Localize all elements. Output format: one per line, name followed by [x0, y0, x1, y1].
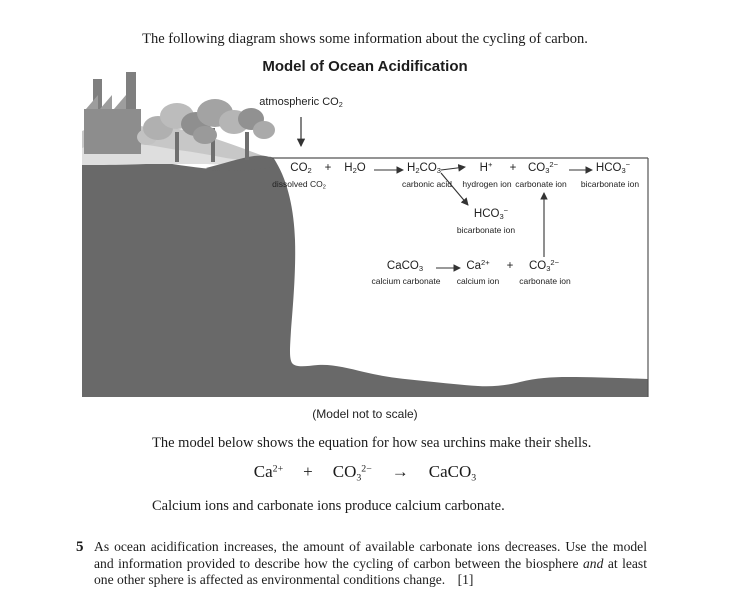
model-description: The model below shows the equation for how sea urchins make their shells. — [152, 435, 592, 451]
question-text-part2: at least one other sphere is affected as environmental conditions change. — [94, 555, 647, 588]
question-text — [94, 539, 647, 589]
formula-calcium-ion: $Ca^{2+}$ — [466, 258, 490, 272]
arrow-h2co3-to-h-ion — [441, 167, 465, 170]
question-5 — [76, 539, 648, 589]
label-carbonic-acid: carbonic acid — [401, 179, 453, 189]
formula-carbonate-ion-top: $CO_3^{2-}$ — [527, 160, 559, 176]
label-carbonate-ion-bottom: carbonate ion — [519, 276, 571, 286]
equation-calcium-ion: $Ca^{2+}$ — [253, 462, 284, 481]
equation-arrow: → — [391, 462, 409, 481]
question-marks: [1] — [457, 572, 474, 588]
equation-caco3: CaCO$_3$ — [428, 462, 477, 484]
atmospheric-co2-label: atmospheric $CO_2$ — [259, 96, 343, 110]
label-calcium-ion: calcium ion — [456, 276, 500, 286]
plus-sign-1: + — [324, 162, 332, 174]
question-number: 5 — [76, 539, 84, 555]
equation-caption: Calcium ions and carbonate ions produce calcium carbonate. — [152, 498, 505, 514]
formula-carbonate-ion-bottom: $CO_3^{2-}$ — [528, 258, 560, 274]
label-dissolved-co2: dissolved $CO_2$ — [272, 179, 326, 191]
formula-bicarbonate-ion-top: $HCO_3^-$ — [595, 160, 631, 176]
label-calcium-carbonate: calcium carbonate — [371, 276, 441, 286]
label-carbonate-ion-top: carbonate ion — [515, 179, 567, 189]
equation-carbonate-ion: $CO_3^{2-}$ — [332, 462, 372, 484]
label-hydrogen-ion: hydrogen ion — [462, 179, 512, 189]
arrow-h2co3-to-bicarbonate — [441, 173, 468, 205]
question-italic-word: and — [582, 555, 604, 571]
question-text-part1: As ocean acidification increases, the amount of available carbonate ions decreases. Use the model and information provided to describe how the cycling of carbon between the biosphere — [94, 539, 647, 571]
formula-caco3: CaCO$_3$ — [386, 260, 424, 274]
diagram-title: Model of Ocean Acidification — [262, 58, 468, 75]
equation-plus-sign: + — [303, 462, 313, 481]
formula-h2co3: $H_2CO_3$ — [407, 162, 441, 176]
formula-h2o: $H_2O$ — [344, 162, 366, 176]
plus-sign-2: + — [509, 162, 517, 174]
shell-equation — [0, 461, 730, 483]
factory-icon — [84, 72, 141, 154]
label-bicarbonate-ion-mid: bicarbonate ion — [456, 225, 516, 235]
intro-text: The following diagram shows some information about the cycling of carbon. — [142, 31, 588, 47]
formula-bicarbonate-ion-mid: $HCO_3^-$ — [473, 206, 509, 222]
scale-note: (Model not to scale) — [312, 407, 418, 421]
formula-hydrogen-ion: H+ — [479, 160, 493, 174]
plus-sign-3: + — [506, 260, 514, 272]
label-bicarbonate-ion-top: bicarbonate ion — [580, 179, 640, 189]
formula-dissolved-co2: $CO_2$ — [290, 162, 312, 176]
